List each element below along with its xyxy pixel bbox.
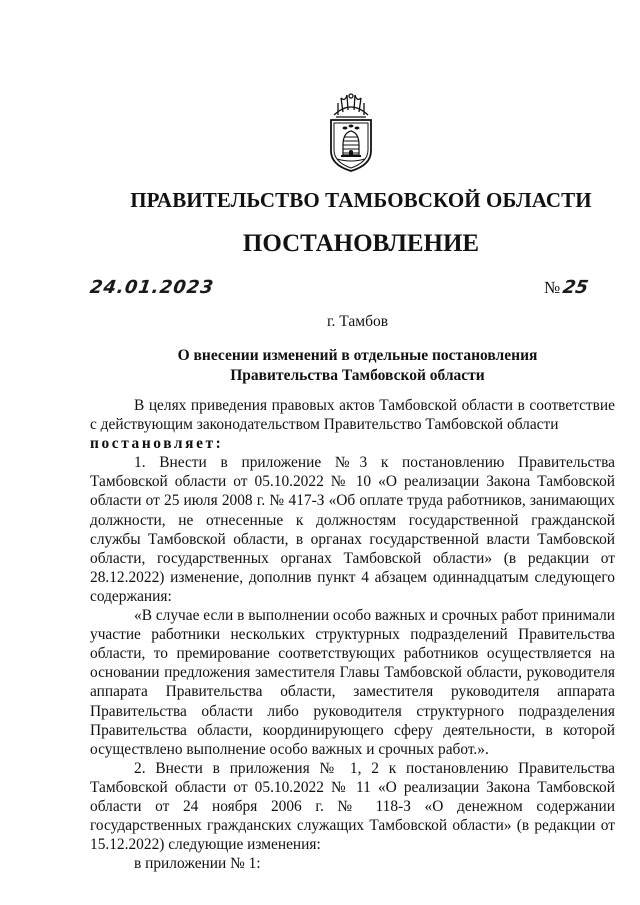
coat-of-arms-icon bbox=[325, 93, 377, 173]
city-name: г. Тамбов bbox=[326, 313, 389, 330]
subject-line-2: Правительства Тамбовской области bbox=[230, 367, 485, 384]
decree-word bbox=[90, 434, 615, 453]
number-prefix: № bbox=[544, 278, 561, 297]
decree-word-text: постановляет: bbox=[90, 435, 224, 453]
document-type-title: ПОСТАНОВЛЕНИЕ bbox=[242, 230, 480, 257]
preamble-paragraph: В целях приведения правовых актов Тамбовской области в соответствие с действующим законодательством Правительство Тамбовской области bbox=[90, 397, 615, 434]
government-title: ПРАВИТЕЛЬСТВО ТАМБОВСКОЙ ОБЛАСТИ bbox=[130, 188, 592, 212]
document-date: 24.01.2023 bbox=[88, 277, 216, 298]
item-1-paragraph: 1. Внести в приложение №3 к постановлению Правительства Тамбовской области от 05.10.2022 № 10 «О реализации Закона Тамбовской области от 25 июля 2008 г. № 417-З «Об оплате труда работников, занимающих должности, не отнесенные к должностям государственной гражданской службы Тамбовской области, в органах государственной власти Тамбовской области, государственных органах Тамбовской области» (в редакции от 28.12.2022) изменение, дополнив пункт 4 абзацем одиннадцатым следующего содержания: bbox=[90, 454, 615, 605]
number-value: 25 bbox=[561, 277, 591, 298]
document-number bbox=[544, 277, 591, 298]
quote-paragraph: «В случае если в выполнении особо важных и срочных работ принимали участие работники нескольких структурных подразделений Правительства области, то премирование соответствующих работников осуществляется на основании предложения заместителя Главы Тамбовской области, руководителя аппарата Правительства области, заместителя руководителя аппарата Правительства области либо руководителя структурного подразделения Правительства области, координирующего сферу деятельности, в которой осуществлено выполнение особо важных и срочных работ.». bbox=[90, 607, 615, 758]
subject-line-1: О внесении изменений в отдельные постановления bbox=[177, 347, 538, 364]
sub-item-paragraph: в приложении № 1: bbox=[134, 855, 261, 873]
document-body bbox=[90, 396, 615, 873]
document-subject bbox=[0, 346, 640, 386]
item-2-paragraph: 2. Внести в приложения № 1, 2 к постановлению Правительства Тамбовской области от 05.10.2022 № 11 «О реализации Закона Тамбовской области от 24 ноября 2006 г. № 118-З «О денежном содержании государственных гражданских служащих Тамбовской области» (в редакции от 15.12.2022) следующие изменения: bbox=[90, 759, 615, 854]
